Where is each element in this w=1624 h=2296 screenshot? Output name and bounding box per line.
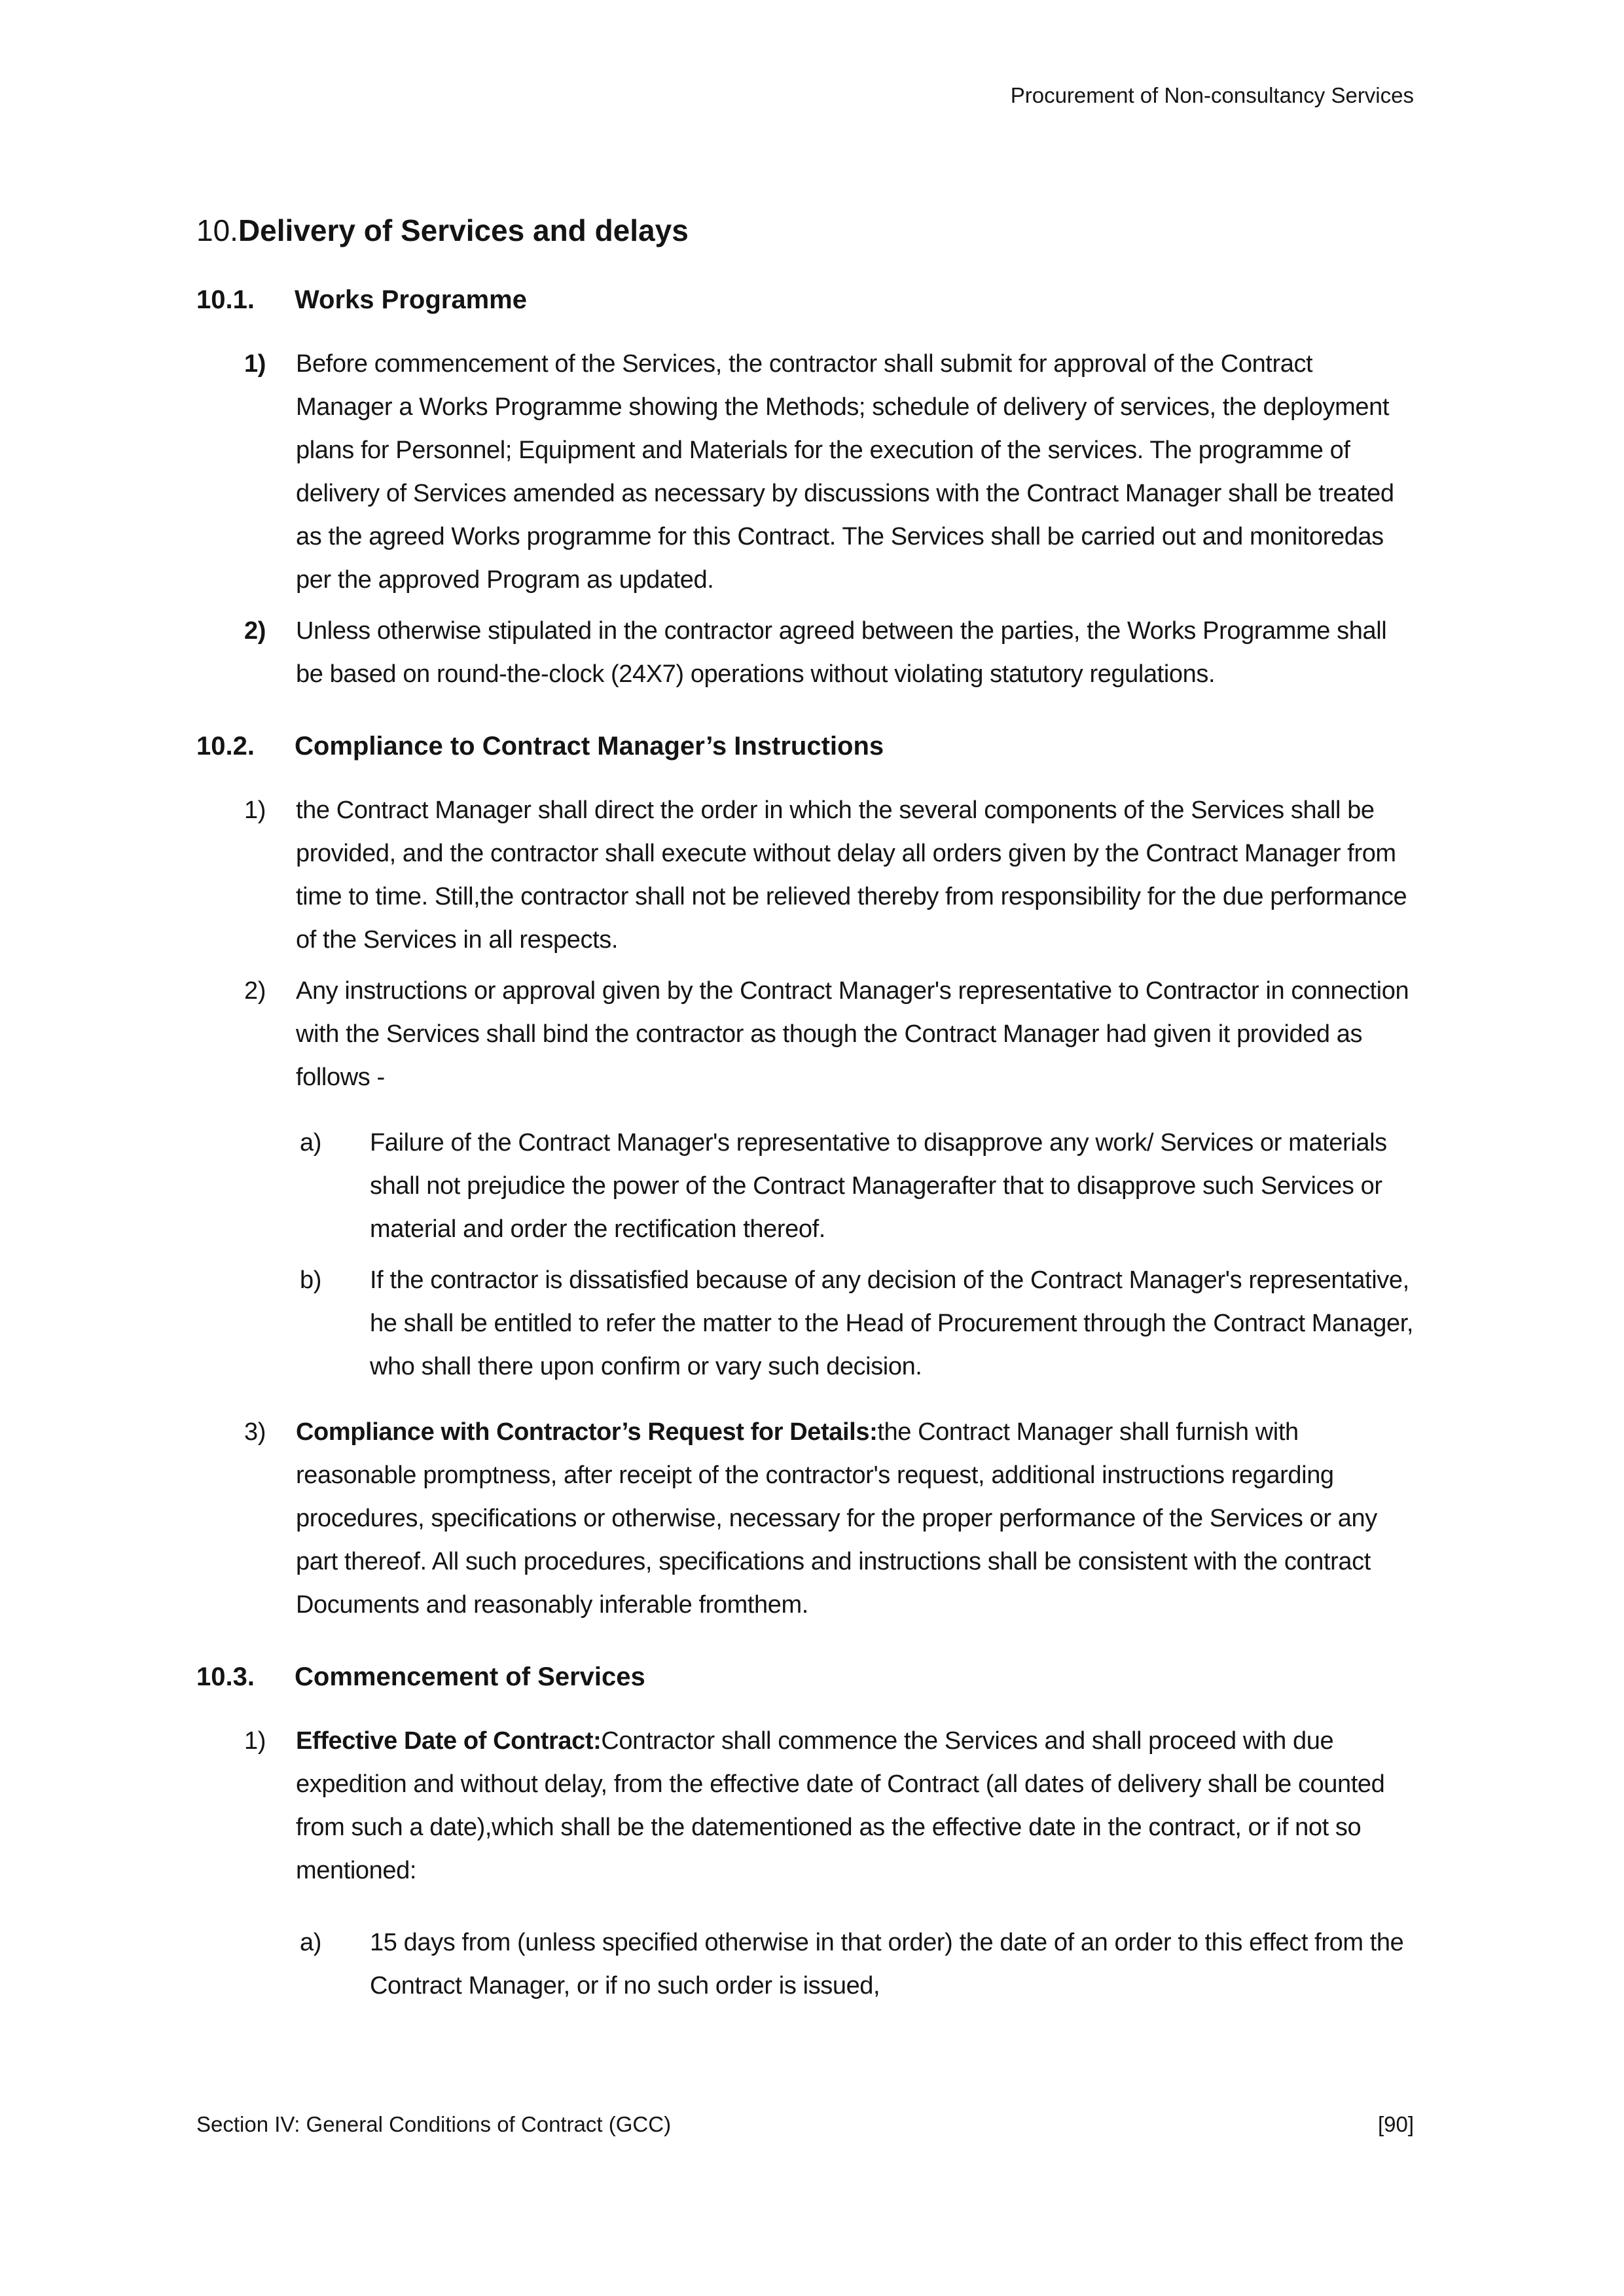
list-item-label: Effective Date of Contract: xyxy=(296,1727,602,1755)
list-item-body xyxy=(296,342,1414,601)
subsection-10-1-title: Works Programme xyxy=(295,285,527,315)
list-item-body xyxy=(296,1719,1414,1892)
sub-list-item-text: 15 days from (unless specified otherwise in that order) the date of an order to this effect from the Contract Manager, or if no such order is issued, xyxy=(370,1929,1404,2000)
subsection-10-3-list xyxy=(196,1719,1414,2007)
list-item-marker: 2) xyxy=(244,617,266,645)
section-10-title-text: Delivery of Services and delays xyxy=(238,213,689,247)
subsection-10-1-list xyxy=(196,342,1414,696)
footer-section-label: Section IV: General Conditions of Contract (GCC) xyxy=(196,2112,672,2136)
list-item-label: Compliance with Contractor’s Request for Details: xyxy=(296,1418,878,1446)
list-item-marker: 1) xyxy=(244,797,266,825)
list-item-text-run: Contractor shall commence the Services and shall proceed with due expedition and without delay, from the effective date of Contract (all dates of delivery shall be counted from such a date),which shall be the datementioned as the effective date in the contract, or if not so mentioned: xyxy=(296,1727,1385,1885)
page-header xyxy=(196,82,1414,109)
list-item xyxy=(196,969,1414,1099)
sub-list-item-body xyxy=(370,1121,1414,1251)
footer-page-number: [90] xyxy=(1377,2112,1414,2136)
list-item-body xyxy=(296,789,1414,961)
page-content xyxy=(196,0,1414,2007)
section-10-heading xyxy=(196,212,1414,250)
subsection-10-1-heading xyxy=(196,283,1414,316)
list-item-text xyxy=(296,1719,1414,1892)
sub-list-item-text: Failure of the Contract Manager's representative to disapprove any work/ Services or materials shall not prejudice the power of the Contract Managerafter that to disapprove such Services or material and order the rectification thereof. xyxy=(370,1129,1387,1244)
subsection-10-3-title: Commencement of Services xyxy=(295,1662,645,1692)
list-item-text-run: the Contract Manager shall furnish with reasonable promptness, after receipt of the contractor's request, additional instructions regarding procedures, specifications or otherwise, necessary for the proper performance of the Services or any part thereof. All such procedures, specifications and instructions shall be consistent with the contract Documents and reasonably inferable fromthem. xyxy=(296,1418,1377,1619)
list-item-text: Any instructions or approval given by the Contract Manager's representative to Contractor in connection with the Services shall bind the contractor as though the Contract Manager had given it provided as follows - xyxy=(296,977,1409,1092)
list-item-body xyxy=(296,969,1414,1099)
list-item xyxy=(196,1719,1414,1892)
sub-list-item-text: If the contractor is dissatisfied because of any decision of the Contract Manager's representative, he shall be entitled to refer the matter to the Head of Procurement through the Contract Manager, who shall there upon confirm or vary such decision. xyxy=(370,1266,1414,1381)
sub-list-item-body xyxy=(370,1259,1414,1388)
subsection-10-2-heading xyxy=(196,730,1414,762)
header-title: Procurement of Non-consultancy Services xyxy=(1010,83,1414,107)
subsection-10-2-list xyxy=(196,789,1414,1626)
subsection-10-2-number: 10.2. xyxy=(196,732,255,761)
sub-list-item xyxy=(196,1921,1414,2007)
list-item xyxy=(196,1410,1414,1626)
section-10-number: 10. xyxy=(196,213,238,247)
list-item-body xyxy=(296,1410,1414,1626)
sub-list-item-marker: a) xyxy=(300,1129,321,1157)
list-item-text: Unless otherwise stipulated in the contractor agreed between the parties, the Works Programme shall be based on round-the-clock (24X7) operations without violating statutory regulations. xyxy=(296,617,1387,689)
sub-list-item xyxy=(196,1259,1414,1388)
list-item-marker: 1) xyxy=(244,350,266,378)
subsection-10-3-number: 10.3. xyxy=(196,1662,255,1692)
sub-list-item-marker: b) xyxy=(300,1266,321,1295)
list-item-text: Before commencement of the Services, the contractor shall submit for approval of the Contract Manager a Works Programme showing the Methods; schedule of delivery of services, the deployment plans for Personnel; Equipment and Materials for the execution of the services. The programme of delivery of Services amended as necessary by discussions with the Contract Manager shall be treated as the agreed Works programme for this Contract. The Services shall be carried out and monitoredas per the approved Program as updated. xyxy=(296,350,1394,594)
sub-list-item-body xyxy=(370,1921,1414,2007)
list-item xyxy=(196,789,1414,961)
list-item-text xyxy=(296,1410,1414,1626)
subsection-10-1-number: 10.1. xyxy=(196,285,255,315)
sub-list-item xyxy=(196,1121,1414,1251)
subsection-10-3-heading xyxy=(196,1660,1414,1693)
sub-list-item-marker: a) xyxy=(300,1929,321,1957)
subsection-10-2-title: Compliance to Contract Manager’s Instructions xyxy=(295,732,884,761)
list-item-body xyxy=(296,609,1414,696)
list-item-text: the Contract Manager shall direct the order in which the several components of the Services shall be provided, and the contractor shall execute without delay all orders given by the Contract Manager from time to time. Still,the contractor shall not be relieved thereby from responsibility for the due performance of the Services in all respects. xyxy=(296,797,1407,954)
page-footer xyxy=(196,2111,1414,2138)
list-item-marker: 3) xyxy=(244,1418,266,1446)
list-item xyxy=(196,342,1414,601)
list-item xyxy=(196,609,1414,696)
list-item-marker: 1) xyxy=(244,1727,266,1755)
list-item-marker: 2) xyxy=(244,977,266,1005)
